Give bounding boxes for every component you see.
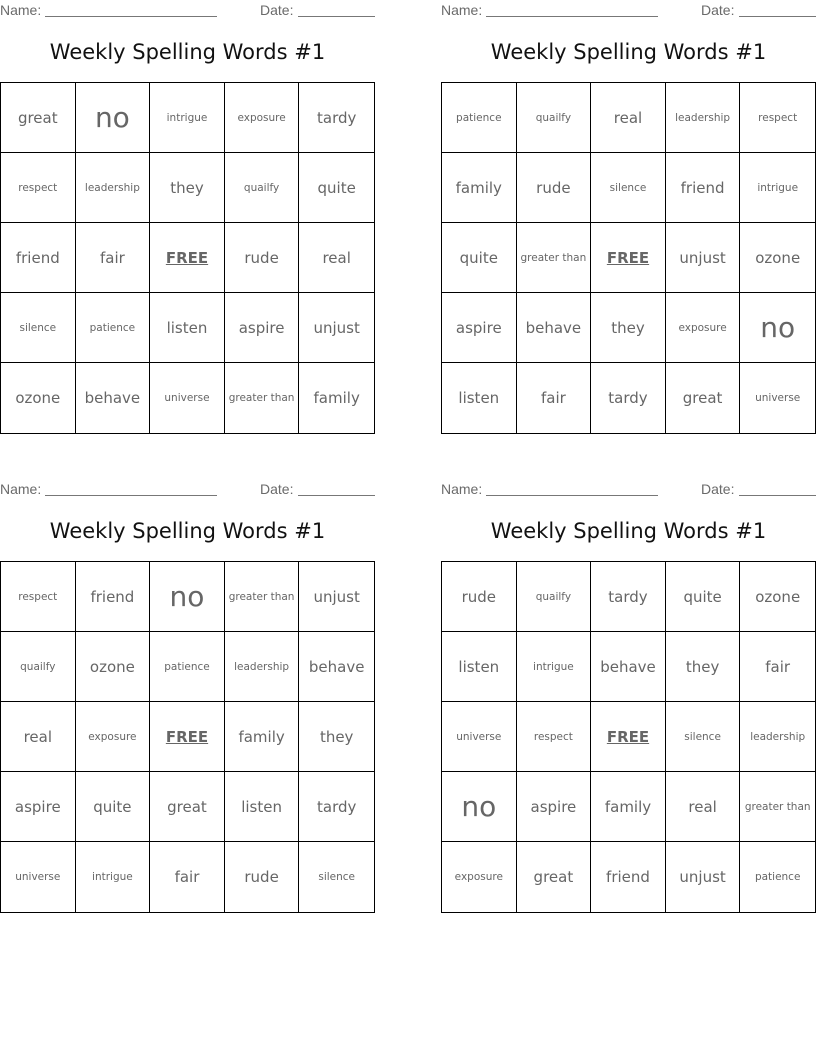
bingo-cell: intrigue	[517, 632, 592, 702]
bingo-cell: they	[666, 632, 741, 702]
date-label: Date:	[260, 481, 294, 497]
name-label: Name:	[441, 481, 483, 497]
free-space: FREE	[591, 223, 666, 293]
bingo-cell: greater than	[225, 363, 300, 433]
bingo-cell: no	[150, 562, 225, 632]
card-title: Weekly Spelling Words #1	[49, 40, 326, 64]
bingo-cell: no	[740, 293, 815, 363]
bingo-cell: great	[666, 363, 741, 433]
bingo-cell: great	[517, 842, 592, 912]
bingo-cell: patience	[150, 632, 225, 702]
bingo-cell: exposure	[225, 83, 300, 153]
bingo-cell: quailfy	[517, 83, 592, 153]
bingo-cell: real	[299, 223, 374, 293]
bingo-cell: patience	[754, 871, 801, 883]
bingo-cell: fair	[740, 632, 815, 702]
name-label: Name:	[441, 2, 483, 18]
bingo-cell: greater than	[517, 223, 592, 293]
bingo-cell: quite	[442, 223, 517, 293]
bingo-cell: they	[591, 293, 666, 363]
bingo-cell: listen	[225, 772, 300, 842]
bingo-cell: unjust	[299, 293, 374, 363]
bingo-cell: rude	[517, 153, 592, 223]
name-date-header	[441, 481, 816, 499]
bingo-cell: rude	[225, 223, 300, 293]
bingo-cell: behave	[76, 363, 151, 433]
bingo-cell: universe	[150, 363, 225, 433]
bingo-cell: they	[299, 702, 374, 772]
bingo-cell: exposure	[666, 293, 741, 363]
bingo-cell: exposure	[76, 702, 151, 772]
bingo-cell: family	[225, 702, 300, 772]
bingo-cell: fair	[517, 363, 592, 433]
free-space: FREE	[591, 702, 666, 772]
bingo-grid	[441, 561, 816, 913]
bingo-cell: aspire	[1, 772, 76, 842]
bingo-cell: friend	[666, 153, 741, 223]
bingo-cell: respect	[1, 153, 76, 223]
name-blank-line	[45, 495, 217, 496]
card-title: Weekly Spelling Words #1	[490, 40, 767, 64]
bingo-cell: real	[591, 83, 666, 153]
bingo-cell: aspire	[225, 293, 300, 363]
bingo-cell: listen	[442, 363, 517, 433]
bingo-cell: aspire	[517, 772, 592, 842]
bingo-cell: ozone	[1, 363, 76, 433]
bingo-cell: greater than	[740, 772, 815, 842]
name-blank-line	[45, 16, 217, 17]
bingo-cell: universe	[442, 702, 517, 772]
bingo-cell: ozone	[740, 562, 815, 632]
bingo-cell: no	[442, 772, 517, 842]
bingo-cell: aspire	[442, 293, 517, 363]
bingo-cell: listen	[442, 632, 517, 702]
bingo-cell: quite	[76, 772, 151, 842]
bingo-cell: greater than	[225, 562, 300, 632]
date-blank-line	[739, 16, 816, 17]
bingo-cell: universe	[755, 392, 801, 404]
bingo-cell: they	[150, 153, 225, 223]
bingo-cell: leadership	[666, 83, 741, 153]
bingo-cell: tardy	[591, 363, 666, 433]
bingo-cell: behave	[517, 293, 592, 363]
bingo-cell: listen	[150, 293, 225, 363]
bingo-cell: ozone	[76, 632, 151, 702]
bingo-cell: real	[1, 702, 76, 772]
bingo-cell: quailfy	[517, 562, 592, 632]
name-blank-line	[486, 16, 658, 17]
free-space: FREE	[150, 223, 225, 293]
card-title: Weekly Spelling Words #1	[49, 519, 326, 543]
bingo-cell: silence	[591, 153, 666, 223]
bingo-grid	[0, 82, 375, 434]
bingo-cell: real	[666, 772, 741, 842]
bingo-cell: friend	[76, 562, 151, 632]
bingo-cell: respect	[517, 702, 592, 772]
bingo-cell: ozone	[740, 223, 815, 293]
date-blank-line	[739, 495, 816, 496]
name-date-header	[0, 2, 375, 20]
bingo-cell: rude	[442, 562, 517, 632]
bingo-cell: leadership	[740, 702, 815, 772]
date-label: Date:	[701, 2, 735, 18]
bingo-cell: intrigue	[76, 842, 151, 912]
bingo-cell: unjust	[666, 223, 741, 293]
bingo-cell: family	[442, 153, 517, 223]
bingo-cell: intrigue	[740, 153, 815, 223]
bingo-cell: universe	[1, 842, 76, 912]
bingo-cell: tardy	[591, 562, 666, 632]
bingo-cell: quailfy	[225, 153, 300, 223]
bingo-cell: patience	[442, 83, 517, 153]
bingo-cell: patience	[76, 293, 151, 363]
bingo-cell: family	[591, 772, 666, 842]
name-date-header	[0, 481, 375, 499]
bingo-cell: rude	[225, 842, 300, 912]
date-blank-line	[298, 16, 375, 17]
bingo-cell: fair	[76, 223, 151, 293]
bingo-cell: unjust	[299, 562, 374, 632]
name-date-header	[441, 2, 816, 20]
bingo-cell: leadership	[225, 632, 300, 702]
bingo-cell: tardy	[299, 772, 374, 842]
bingo-cell: silence	[318, 871, 356, 883]
name-label: Name:	[0, 481, 42, 497]
bingo-cell: tardy	[299, 83, 374, 153]
bingo-cell: great	[150, 772, 225, 842]
bingo-cell: quite	[299, 153, 374, 223]
name-blank-line	[486, 495, 658, 496]
bingo-cell: behave	[299, 632, 374, 702]
bingo-cell: respect	[740, 83, 815, 153]
bingo-cell: no	[76, 83, 151, 153]
bingo-cell: respect	[1, 562, 76, 632]
bingo-cell: silence	[1, 293, 76, 363]
bingo-cell: friend	[591, 842, 666, 912]
bingo-cell: great	[1, 83, 76, 153]
date-blank-line	[298, 495, 375, 496]
bingo-cell: silence	[666, 702, 741, 772]
bingo-cell: quailfy	[1, 632, 76, 702]
bingo-cell: quite	[666, 562, 741, 632]
date-label: Date:	[701, 481, 735, 497]
bingo-grid	[441, 82, 816, 434]
bingo-cell: family	[313, 389, 360, 407]
bingo-cell: intrigue	[150, 83, 225, 153]
free-space: FREE	[150, 702, 225, 772]
bingo-cell: unjust	[666, 842, 741, 912]
bingo-cell: behave	[591, 632, 666, 702]
date-label: Date:	[260, 2, 294, 18]
card-title: Weekly Spelling Words #1	[490, 519, 767, 543]
bingo-grid	[0, 561, 375, 913]
bingo-cell: friend	[1, 223, 76, 293]
name-label: Name:	[0, 2, 42, 18]
bingo-cell: exposure	[442, 842, 517, 912]
bingo-cell: leadership	[76, 153, 151, 223]
bingo-cell: fair	[150, 842, 225, 912]
